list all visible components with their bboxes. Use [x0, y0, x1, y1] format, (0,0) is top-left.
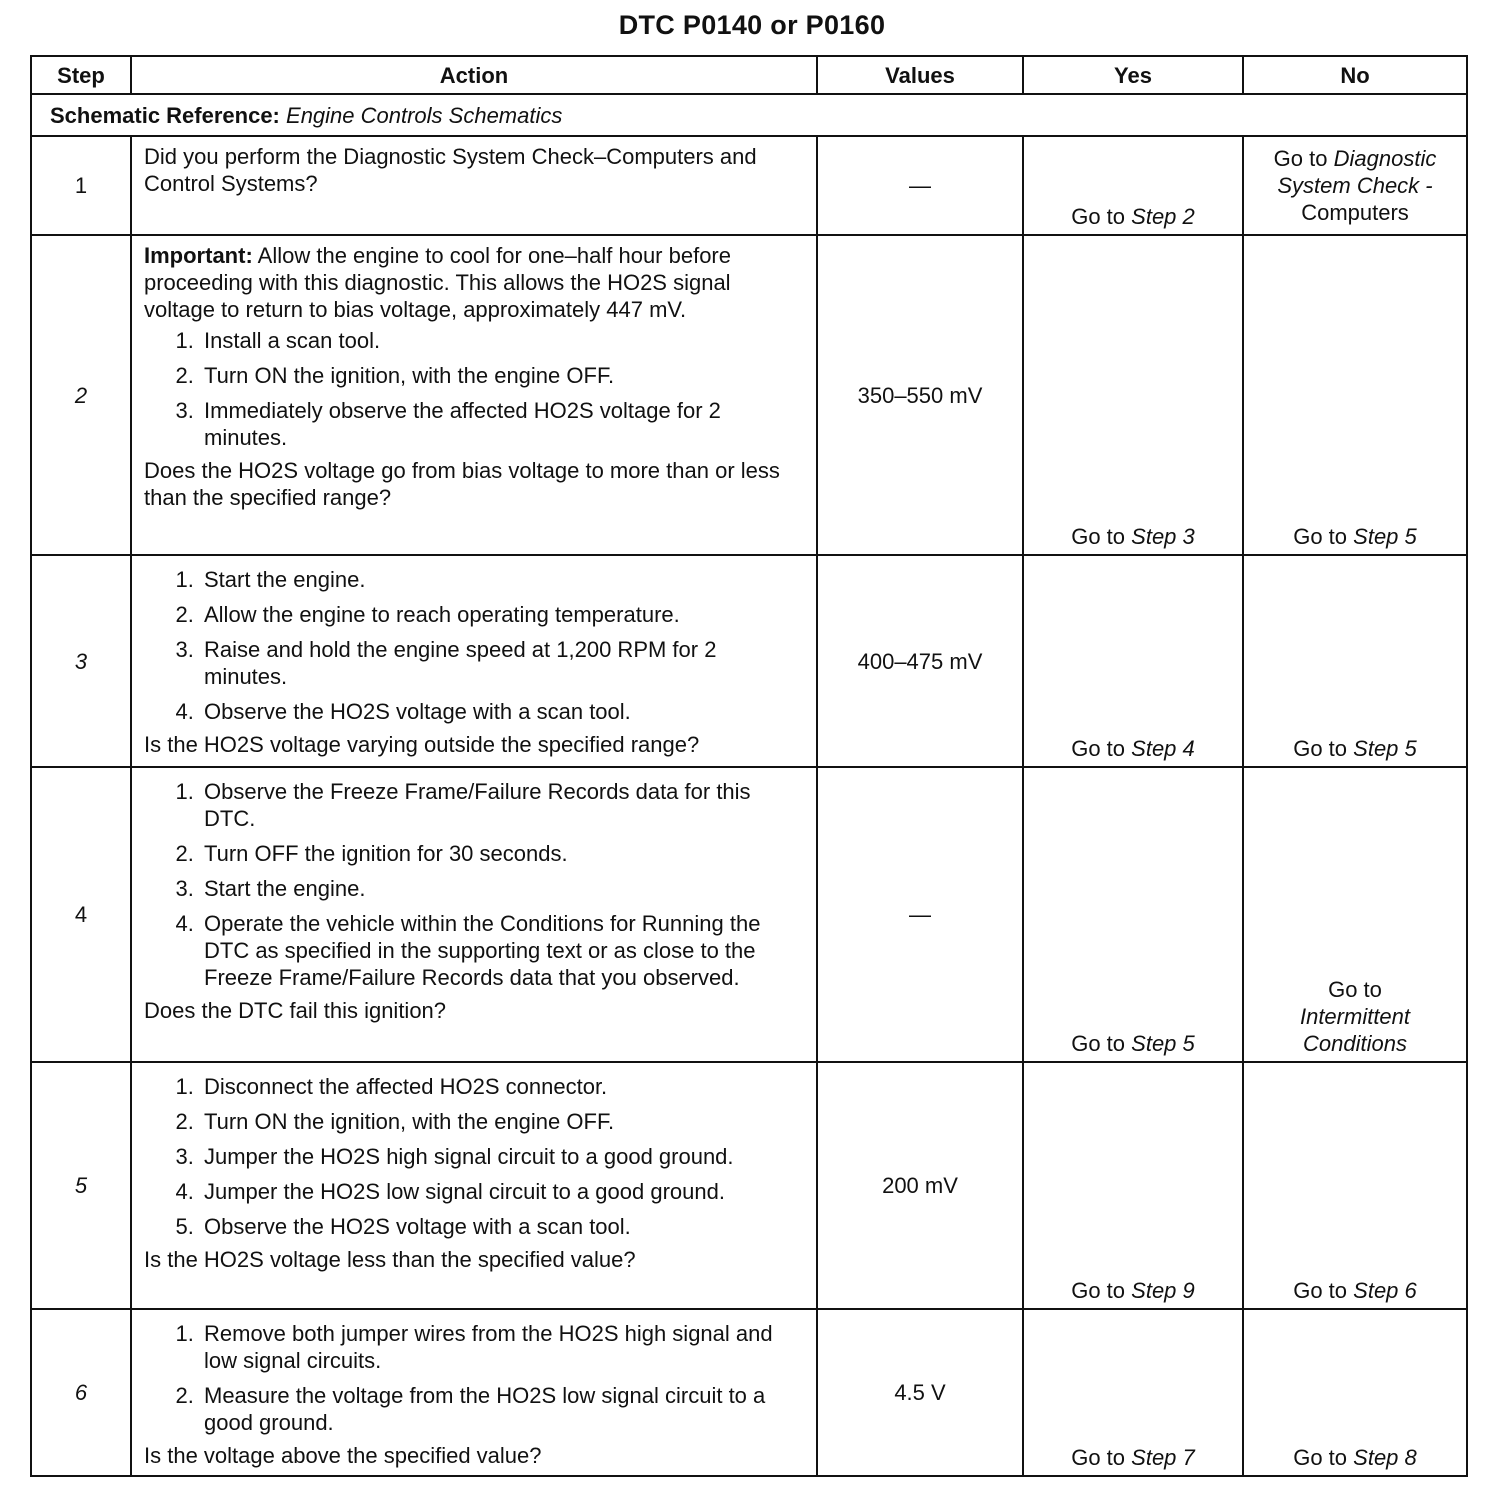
yes-prefix: Go to	[1071, 1445, 1126, 1470]
no-suffix[interactable]: Computers	[1301, 200, 1409, 225]
step-yes[interactable]	[1023, 235, 1243, 555]
yes-link[interactable]: Step 3	[1131, 524, 1195, 549]
list-item: 1. Start the engine.	[200, 566, 802, 593]
step-action	[131, 767, 817, 1062]
step-value: —	[817, 136, 1023, 235]
step-yes[interactable]	[1023, 767, 1243, 1062]
list-item: 4. Jumper the HO2S low signal circuit to a good ground.	[200, 1178, 802, 1205]
step-row	[31, 767, 1467, 1062]
yes-prefix: Go to	[1071, 524, 1126, 549]
step-instructions	[144, 1320, 802, 1436]
step-instructions	[144, 1073, 802, 1240]
no-link[interactable]: Step 5	[1353, 736, 1417, 761]
step-yes[interactable]	[1023, 1309, 1243, 1476]
step-number: 4	[31, 767, 131, 1062]
yes-prefix: Go to	[1071, 736, 1126, 761]
step-number: 3	[31, 555, 131, 767]
list-item: 3. Start the engine.	[200, 875, 802, 902]
header-action: Action	[131, 56, 817, 94]
step-action	[131, 1062, 817, 1309]
step-number: 2	[31, 235, 131, 555]
important-text: Allow the engine to cool for one–half hour before proceeding with this diagnostic. This allows the HO2S signal voltage to return to bias voltage, approximately 447 mV.	[144, 243, 731, 322]
list-item: 2. Measure the voltage from the HO2S low signal circuit to a good ground.	[200, 1382, 802, 1436]
step-value: —	[817, 767, 1023, 1062]
step-no[interactable]	[1243, 1062, 1467, 1309]
list-item: 1. Install a scan tool.	[200, 327, 802, 354]
step-question: Is the HO2S voltage varying outside the specified range?	[144, 732, 700, 757]
step-no[interactable]	[1243, 555, 1467, 767]
no-prefix: Go to	[1328, 977, 1382, 1002]
list-item: 3. Jumper the HO2S high signal circuit to a good ground.	[200, 1143, 802, 1170]
schematic-reference-label: Schematic Reference:	[50, 102, 280, 128]
step-value: 350–550 mV	[817, 235, 1023, 555]
step-number: 1	[31, 136, 131, 235]
step-action	[131, 555, 817, 767]
header-step: Step	[31, 56, 131, 94]
step-value: 400–475 mV	[817, 555, 1023, 767]
step-no[interactable]	[1243, 235, 1467, 555]
yes-link[interactable]: Step 7	[1131, 1445, 1195, 1470]
no-prefix: Go to	[1293, 1278, 1348, 1303]
step-action	[131, 235, 817, 555]
step-question: Does the HO2S voltage go from bias voltage to more than or less than the specified range?	[144, 458, 780, 510]
step-value: 4.5 V	[817, 1309, 1023, 1476]
step-instructions	[144, 566, 802, 725]
header-no: No	[1243, 56, 1467, 94]
list-item: 4. Operate the vehicle within the Conditions for Running the DTC as specified in the supporting text or as close to the Freeze Frame/Failure Records data that you observed.	[200, 910, 802, 991]
step-question: Does the DTC fail this ignition?	[144, 998, 447, 1023]
diagnostic-table	[30, 55, 1468, 1477]
step-instructions	[144, 778, 802, 991]
step-number: 5	[31, 1062, 131, 1309]
schematic-reference	[31, 94, 1467, 136]
list-item: 1. Observe the Freeze Frame/Failure Records data for this DTC.	[200, 778, 802, 832]
header-values: Values	[817, 56, 1023, 94]
step-value: 200 mV	[817, 1062, 1023, 1309]
list-item: 1. Disconnect the affected HO2S connector.	[200, 1073, 802, 1100]
list-item: 5. Observe the HO2S voltage with a scan tool.	[200, 1213, 802, 1240]
list-item: 1. Remove both jumper wires from the HO2S high signal and low signal circuits.	[200, 1320, 802, 1374]
step-no[interactable]	[1243, 1309, 1467, 1476]
no-prefix: Go to	[1293, 524, 1348, 549]
step-row	[31, 235, 1467, 555]
step-row	[31, 1309, 1467, 1476]
no-prefix: Go to	[1273, 146, 1328, 171]
step-question: Is the voltage above the specified value?	[144, 1443, 542, 1468]
list-item: 4. Observe the HO2S voltage with a scan tool.	[200, 698, 802, 725]
step-row	[31, 136, 1467, 235]
yes-link[interactable]: Step 5	[1131, 1031, 1195, 1056]
no-prefix: Go to	[1293, 1445, 1348, 1470]
no-link[interactable]: Diagnostic System Check -	[1277, 146, 1437, 198]
step-row	[31, 1062, 1467, 1309]
yes-link[interactable]: Step 9	[1131, 1278, 1195, 1303]
yes-prefix: Go to	[1071, 1278, 1126, 1303]
schematic-reference-row	[31, 94, 1467, 136]
step-number: 6	[31, 1309, 131, 1476]
step-action	[131, 136, 817, 235]
list-item: 2. Turn ON the ignition, with the engine OFF.	[200, 1108, 802, 1135]
no-link[interactable]: Step 8	[1353, 1445, 1417, 1470]
yes-link[interactable]: Step 2	[1131, 204, 1195, 229]
step-question: Is the HO2S voltage less than the specified value?	[144, 1247, 636, 1272]
list-item: 3. Raise and hold the engine speed at 1,200 RPM for 2 minutes.	[200, 636, 802, 690]
step-no[interactable]	[1243, 136, 1467, 235]
step-action	[131, 1309, 817, 1476]
yes-prefix: Go to	[1071, 204, 1126, 229]
no-prefix: Go to	[1293, 736, 1348, 761]
step-yes[interactable]	[1023, 555, 1243, 767]
schematic-reference-link[interactable]: Engine Controls Schematics	[286, 102, 563, 128]
list-item: 3. Immediately observe the affected HO2S voltage for 2 minutes.	[200, 397, 802, 451]
important-note	[144, 242, 802, 323]
no-link[interactable]: Intermittent Conditions	[1299, 1004, 1411, 1056]
important-label: Important:	[144, 243, 253, 268]
header-yes: Yes	[1023, 56, 1243, 94]
step-instructions	[144, 327, 802, 451]
table-header-row	[31, 56, 1467, 94]
step-yes[interactable]	[1023, 136, 1243, 235]
step-row	[31, 555, 1467, 767]
list-item: 2. Turn ON the ignition, with the engine OFF.	[200, 362, 802, 389]
list-item: 2. Allow the engine to reach operating temperature.	[200, 601, 802, 628]
step-yes[interactable]	[1023, 1062, 1243, 1309]
yes-prefix: Go to	[1071, 1031, 1126, 1056]
page-title: DTC P0140 or P0160	[618, 10, 886, 40]
list-item: 2. Turn OFF the ignition for 30 seconds.	[200, 840, 802, 867]
step-question: Did you perform the Diagnostic System Check–Computers and Control Systems?	[144, 144, 757, 196]
no-link[interactable]: Step 5	[1353, 524, 1417, 549]
step-no[interactable]	[1243, 767, 1467, 1062]
no-link[interactable]: Step 6	[1353, 1278, 1417, 1303]
yes-link[interactable]: Step 4	[1131, 736, 1195, 761]
